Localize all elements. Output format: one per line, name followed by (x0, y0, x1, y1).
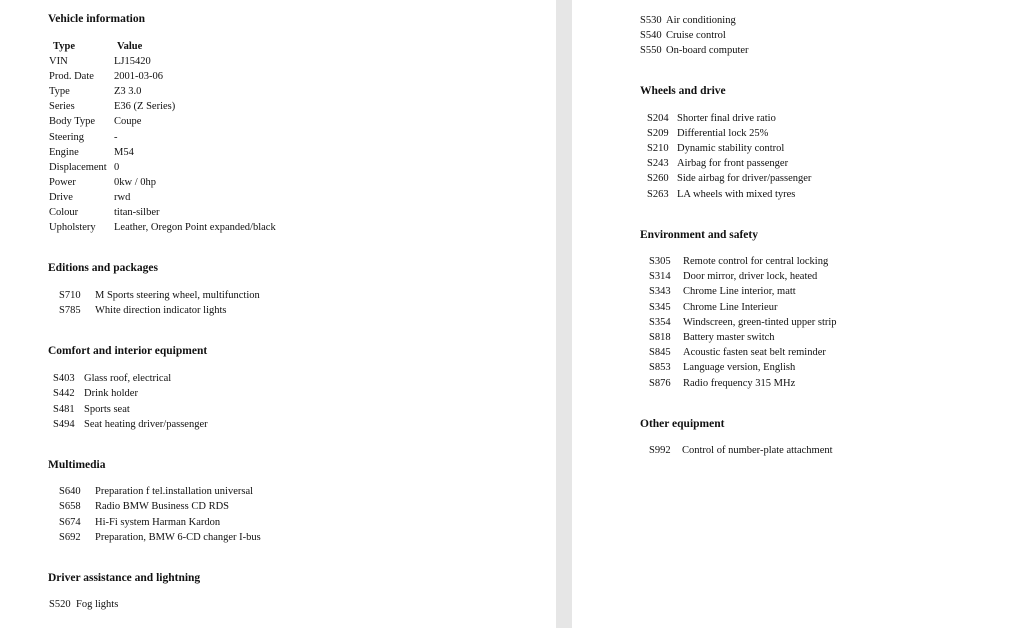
option-description: On-board computer (666, 45, 749, 57)
option-description: Side airbag for driver/passenger (677, 173, 812, 185)
option-description: Fog lights (76, 599, 119, 610)
option-code: S494 (53, 418, 75, 430)
document-page-right (572, 0, 1024, 628)
option-description: Preparation, BMW 6-CD changer I-bus (95, 531, 261, 543)
vehicle-table-value: 2001-03-06 (114, 71, 163, 83)
option-description: Windscreen, green-tinted upper strip (683, 316, 837, 328)
vehicle-table-value: Leather, Oregon Point expanded/black (114, 222, 276, 234)
option-description: Radio BMW Business CD RDS (95, 501, 229, 513)
option-code: S640 (59, 486, 81, 497)
vehicle-table-value: titan-silber (114, 207, 160, 218)
option-code: S674 (59, 516, 81, 528)
section-heading-multimedia: Multimedia (48, 459, 106, 471)
section-heading-other-equipment: Other equipment (640, 418, 725, 430)
option-description: Dynamic stability control (677, 143, 785, 155)
vehicle-table-key: Steering (49, 131, 84, 143)
option-description: Chrome Line interior, matt (683, 286, 796, 298)
option-code: S530 (640, 15, 662, 26)
option-code: S403 (53, 373, 75, 384)
option-description: Cruise control (666, 30, 726, 42)
option-code: S520 (49, 599, 71, 610)
option-code: S785 (59, 305, 81, 317)
option-code: S876 (649, 377, 671, 389)
option-code: S442 (53, 388, 75, 400)
option-description: M Sports steering wheel, multifunction (95, 290, 260, 301)
vehicle-table-value: Coupe (114, 116, 142, 128)
option-code: S481 (53, 403, 75, 415)
option-code: S243 (647, 158, 669, 170)
option-description: Shorter final drive ratio (677, 113, 776, 124)
vehicle-table-key: Type (49, 86, 70, 98)
section-heading-vehicle-information: Vehicle information (48, 13, 145, 25)
vehicle-table-value: 0 (114, 161, 120, 173)
option-description: Drink holder (84, 388, 138, 400)
option-description: Preparation f tel.installation universal (95, 486, 254, 497)
option-code: S710 (59, 290, 81, 301)
section-heading-wheels-and-drive: Wheels and drive (640, 85, 726, 97)
option-description: Sports seat (84, 403, 130, 415)
vehicle-table-value: Z3 3.0 (114, 86, 142, 98)
option-code: S540 (640, 30, 662, 42)
option-description: LA wheels with mixed tyres (677, 188, 796, 200)
option-code: S204 (647, 113, 669, 124)
vehicle-table-value: LJ15420 (114, 56, 151, 67)
option-description: Seat heating driver/passenger (84, 418, 208, 430)
section-heading-editions-and-packages: Editions and packages (48, 262, 158, 274)
vehicle-table-key: Prod. Date (49, 71, 94, 83)
option-description: White direction indicator lights (95, 305, 227, 317)
section-heading-comfort-and-interior: Comfort and interior equipment (48, 345, 208, 357)
option-description: Acoustic fasten seat belt reminder (683, 347, 826, 359)
vehicle-table-key: VIN (49, 56, 68, 67)
vehicle-table-value: E36 (Z Series) (114, 101, 176, 113)
option-code: S345 (649, 301, 671, 313)
vehicle-table-key: Engine (49, 146, 79, 158)
option-description: Battery master switch (683, 332, 775, 343)
option-description: Air conditioning (666, 15, 736, 26)
vehicle-table-key: Displacement (49, 161, 107, 173)
vehicle-table-value: M54 (114, 146, 134, 158)
section-heading-environment-and-safety: Environment and safety (640, 229, 758, 241)
option-code: S354 (649, 316, 671, 328)
option-code: S992 (649, 445, 671, 456)
option-code: S260 (647, 173, 669, 185)
option-description: Door mirror, driver lock, heated (683, 271, 818, 283)
vehicle-table-key: Colour (49, 207, 79, 218)
section-heading-driver-assistance: Driver assistance and lightning (48, 572, 201, 584)
option-description: Chrome Line Interieur (683, 301, 778, 313)
option-code: S845 (649, 347, 671, 359)
option-code: S658 (59, 501, 81, 513)
option-description: Differential lock 25% (677, 128, 769, 140)
option-code: S343 (649, 286, 671, 298)
option-code: S263 (647, 188, 669, 200)
option-description: Glass roof, electrical (84, 373, 172, 384)
vehicle-table-value: - (114, 131, 118, 143)
vehicle-table-key: Series (49, 101, 75, 113)
option-description: Airbag for front passenger (677, 158, 789, 170)
vehicle-table-value: 0kw / 0hp (114, 176, 156, 188)
vehicle-table-value: rwd (114, 191, 131, 203)
vehicle-table-key: Drive (49, 191, 73, 203)
vehicle-table-key: Body Type (49, 116, 96, 128)
vehicle-table-key: Power (49, 176, 76, 188)
option-description: Control of number-plate attachment (682, 445, 833, 456)
option-code: S818 (649, 332, 671, 343)
option-code: S550 (640, 45, 662, 57)
vehicle-table-header-type: Type (53, 41, 75, 52)
vehicle-table-header-value: Value (117, 41, 143, 52)
option-description: Remote control for central locking (683, 256, 829, 267)
option-code: S853 (649, 362, 671, 374)
vehicle-table-key: Upholstery (49, 222, 96, 234)
option-code: S314 (649, 271, 671, 283)
option-code: S210 (647, 143, 669, 155)
option-description: Radio frequency 315 MHz (683, 377, 796, 389)
option-description: Language version, English (683, 362, 796, 374)
option-code: S209 (647, 128, 669, 140)
option-code: S692 (59, 531, 81, 543)
option-code: S305 (649, 256, 671, 267)
option-description: Hi-Fi system Harman Kardon (95, 516, 221, 528)
